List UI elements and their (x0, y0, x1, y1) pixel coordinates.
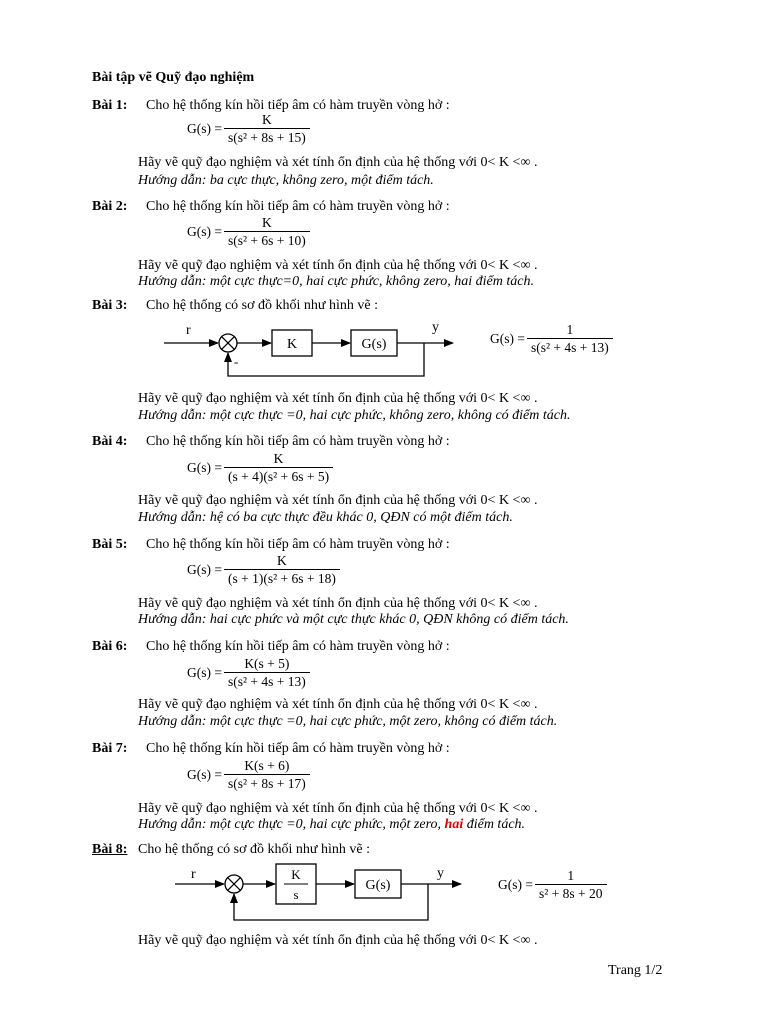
problem-6-label: Bài 6: (92, 639, 128, 654)
problem-7-intro: Cho hệ thống kín hồi tiếp âm có hàm truyền vòng hở : (146, 741, 450, 756)
hint-text-end: điểm tách. (463, 817, 526, 832)
problem-3-hint: Hướng dẫn: một cực thực =0, hai cực phức, không zero, không có điểm tách. (138, 408, 571, 423)
g-label: G(s) = (187, 121, 222, 136)
problem-5-task: Hãy vẽ quỹ đạo nghiệm và xét tính ổn định của hệ thống với 0< K <∞ . (138, 596, 538, 611)
problem-6-formula (187, 656, 308, 689)
problem-1-intro: Cho hệ thống kín hồi tiếp âm có hàm truyền vòng hở : (146, 98, 450, 113)
denominator: s(s² + 8s + 15) (227, 130, 306, 145)
feedback-path (228, 343, 424, 376)
problem-8-intro: Cho hệ thống có sơ đồ khối như hình vẽ : (138, 842, 370, 857)
problem-7-task: Hãy vẽ quỹ đạo nghiệm và xét tính ổn định của hệ thống với 0< K <∞ . (138, 801, 538, 816)
problem-5-formula (187, 553, 338, 586)
g-label: G(s) = (187, 562, 222, 577)
problem-6-hint: Hướng dẫn: một cực thực =0, hai cực phức, một zero, không có điểm tách. (138, 714, 558, 729)
problem-4-label: Bài 4: (92, 434, 128, 449)
minus-sign: - (234, 354, 239, 369)
hint-text: Hướng dẫn: một cực thực =0, hai cực phức, một zero, (138, 817, 445, 832)
problem-1-hint: Hướng dẫn: ba cực thực, không zero, một điểm tách. (138, 173, 434, 188)
g-label: G(s) = (187, 665, 222, 680)
gain-denominator: s (293, 887, 299, 902)
problem-6-task: Hãy vẽ quỹ đạo nghiệm và xét tính ổn định của hệ thống với 0< K <∞ . (138, 697, 538, 712)
g-label: G(s) = (187, 224, 222, 239)
problem-3-formula (490, 322, 611, 355)
problem-8-label: Bài 8: (92, 842, 128, 857)
problem-6-intro: Cho hệ thống kín hồi tiếp âm có hàm truyền vòng hở : (146, 639, 450, 654)
problem-1-formula (187, 112, 308, 145)
block-diagram-3 (160, 318, 470, 384)
problem-5-hint: Hướng dẫn: hai cực phức và một cực thực khác 0, QĐN không có điểm tách. (138, 612, 569, 627)
g-label: G(s) = (187, 460, 222, 475)
plant-label: G(s) (361, 337, 387, 352)
problem-7-label: Bài 7: (92, 741, 128, 756)
problem-8-formula (498, 868, 605, 901)
highlight-word: hai (444, 817, 464, 832)
problem-4-task: Hãy vẽ quỹ đạo nghiệm và xét tính ổn định của hệ thống với 0< K <∞ . (138, 493, 538, 508)
g-label: G(s) = (187, 767, 222, 782)
problem-8-task: Hãy vẽ quỹ đạo nghiệm và xét tính ổn định của hệ thống với 0< K <∞ . (138, 933, 538, 948)
denominator: s(s² + 8s + 17) (227, 776, 306, 791)
numerator: 1 (527, 322, 613, 339)
numerator: K(s + 6) (224, 758, 310, 775)
numerator: K (224, 553, 340, 570)
r-label: r (191, 867, 196, 882)
block-diagram-8 (165, 860, 475, 926)
problem-4-formula (187, 451, 331, 484)
problem-4-intro: Cho hệ thống kín hồi tiếp âm có hàm truyền vòng hở : (146, 434, 450, 449)
page-number: Trang 1/2 (608, 963, 663, 978)
y-label: y (437, 866, 444, 881)
g-label: G(s) = (490, 331, 525, 346)
problem-2-task: Hãy vẽ quỹ đạo nghiệm và xét tính ổn định của hệ thống với 0< K <∞ . (138, 258, 538, 273)
denominator: s² + 8s + 20 (538, 886, 603, 901)
denominator: s(s² + 4s + 13) (227, 674, 306, 689)
gain-label: K (286, 337, 298, 352)
problem-5-intro: Cho hệ thống kín hồi tiếp âm có hàm truyền vòng hở : (146, 537, 450, 552)
problem-2-label: Bài 2: (92, 199, 128, 214)
problem-1-task: Hãy vẽ quỹ đạo nghiệm và xét tính ổn định của hệ thống với 0< K <∞ . (138, 155, 538, 170)
numerator: K(s + 5) (224, 656, 310, 673)
numerator: K (224, 451, 333, 468)
r-label: r (186, 323, 191, 338)
problem-7-formula (187, 758, 308, 791)
problem-3-intro: Cho hệ thống có sơ đồ khối như hình vẽ : (146, 298, 378, 313)
numerator: 1 (535, 868, 607, 885)
problem-2-intro: Cho hệ thống kín hồi tiếp âm có hàm truyền vòng hở : (146, 199, 450, 214)
y-label: y (432, 320, 439, 335)
problem-4-hint: Hướng dẫn: hệ có ba cực thực đều khác 0, QĐN có một điểm tách. (138, 510, 513, 525)
problem-3-task: Hãy vẽ quỹ đạo nghiệm và xét tính ổn định của hệ thống với 0< K <∞ . (138, 391, 538, 406)
page-title: Bài tập vẽ Quỹ đạo nghiệm (92, 70, 255, 85)
problem-2-formula (187, 215, 308, 248)
problem-7-hint (138, 817, 525, 833)
g-label: G(s) = (498, 877, 533, 892)
denominator: s(s² + 6s + 10) (227, 233, 306, 248)
problem-5-label: Bài 5: (92, 537, 128, 552)
problem-2-hint: Hướng dẫn: một cực thực=0, hai cực phức, không zero, hai điểm tách. (138, 274, 534, 289)
feedback-path (234, 884, 428, 920)
numerator: K (224, 112, 310, 129)
problem-1-label: Bài 1: (92, 98, 128, 113)
denominator: (s + 1)(s² + 6s + 18) (227, 571, 336, 586)
problem-3-label: Bài 3: (92, 298, 128, 313)
denominator: s(s² + 4s + 13) (530, 340, 609, 355)
numerator: K (224, 215, 310, 232)
gain-numerator: K (291, 867, 301, 882)
plant-label: G(s) (365, 878, 391, 893)
denominator: (s + 4)(s² + 6s + 5) (227, 469, 330, 484)
